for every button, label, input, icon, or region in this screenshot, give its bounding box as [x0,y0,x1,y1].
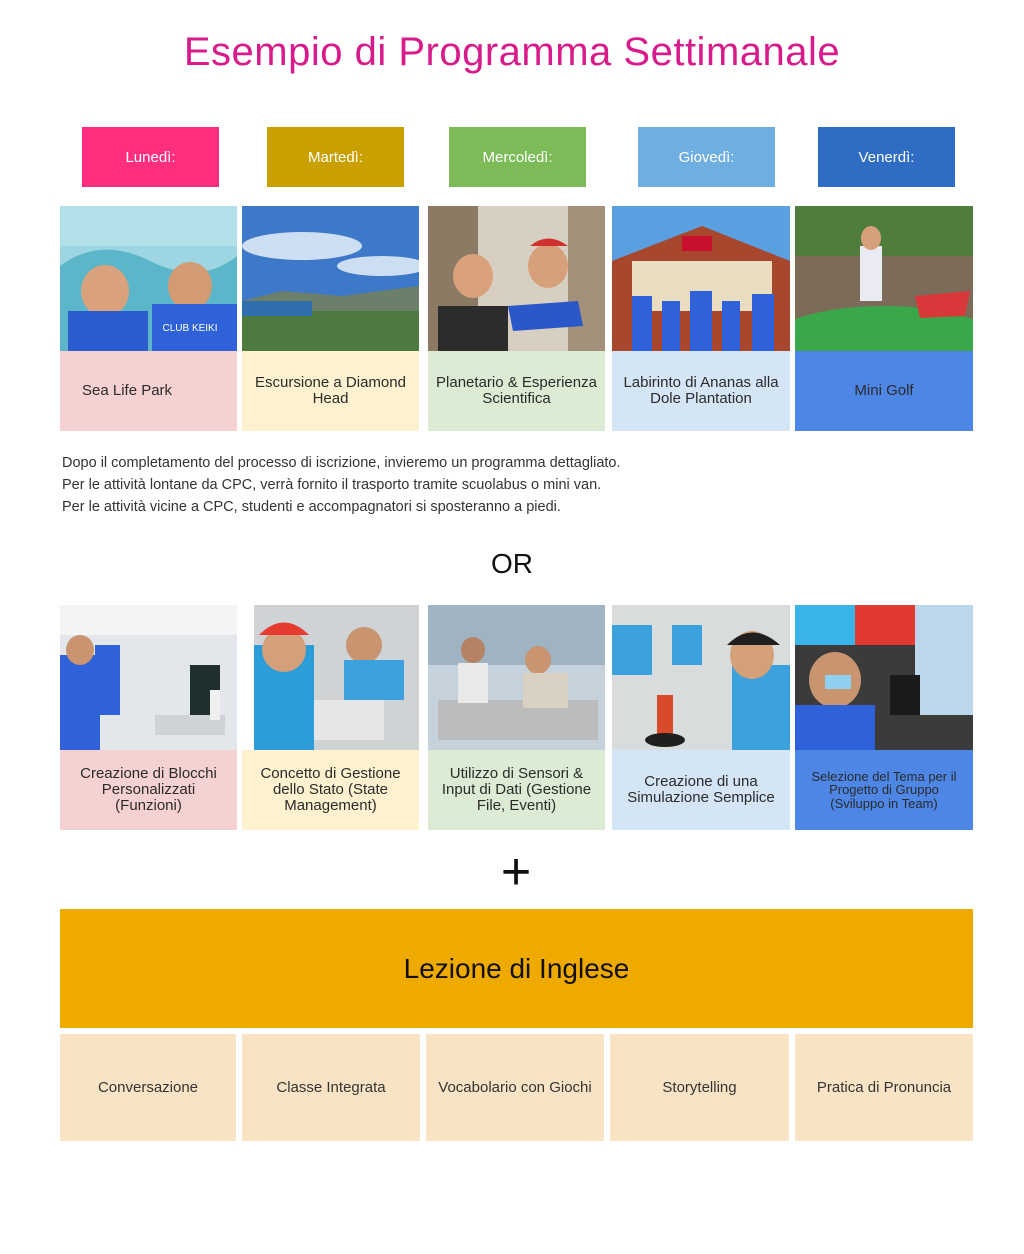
coding-activity-3: Utilizzo di Sensori & Input di Dati (Gestione File, Eventi) [428,750,605,830]
day-header-monday: Lunedì: [82,127,219,187]
day-header-thursday: Giovedì: [638,127,775,187]
schedule-note [62,452,962,518]
dole-plantation-group-photo [612,206,790,351]
coding-activity-2: Concetto di Gestione dello Stato (State Management) [242,750,419,830]
flight-simulator-photo [795,605,973,750]
note-line: Per le attività vicine a CPC, studenti e accompagnatori si sposteranno a piedi. [62,499,561,515]
day-header-friday: Venerdì: [818,127,955,187]
teacher-helping-photo [428,605,605,750]
coding-activity-5: Selezione del Tema per il Progetto di Gruppo (Sviluppo in Team) [795,750,973,830]
day-header-tuesday: Martedì: [267,127,404,187]
aquarium-children-photo [60,206,237,351]
english-item-conversation: Conversazione [60,1034,236,1141]
sensor-experiment-photo [612,605,790,750]
week-activity-tuesday: Escursione a Diamond Head [242,351,419,431]
week-activity-thursday: Labirinto di Ananas alla Dole Plantation [612,351,790,431]
or-separator: OR [491,548,533,579]
week-activity-monday: Sea Life Park [60,351,237,431]
kids-coding-photo [254,605,419,750]
note-line: Per le attività lontane da CPC, verrà fornito il trasporto tramite scuolabus o mini van. [62,477,602,493]
note-line: Dopo il completamento del processo di iscrizione, invieremo un programma dettagliato. [62,455,621,471]
english-lesson-banner: Lezione di Inglese [60,909,973,1028]
week-activity-friday: Mini Golf [795,351,973,431]
english-item-integrated-class: Classe Integrata [242,1034,420,1141]
laptop-class-photo [60,605,237,750]
mini-golf-photo [795,206,973,351]
english-item-storytelling: Storytelling [610,1034,789,1141]
english-item-pronunciation: Pratica di Pronuncia [795,1034,973,1141]
diamond-head-view-photo [242,206,419,351]
page-title: Esempio di Programma Settimanale [183,30,841,74]
coding-activity-1: Creazione di Blocchi Personalizzati (Funzioni) [60,750,237,830]
coding-activity-4: Creazione di una Simulazione Semplice [612,750,790,830]
svg-text:CLUB KEIKI: CLUB KEIKI [162,323,218,334]
day-header-wednesday: Mercoledì: [449,127,586,187]
week-activity-wednesday: Planetario & Esperienza Scientifica [428,351,605,431]
plus-icon: + [500,843,532,901]
robot-model-photo [428,206,605,351]
english-item-vocabulary-games: Vocabolario con Giochi [426,1034,604,1141]
